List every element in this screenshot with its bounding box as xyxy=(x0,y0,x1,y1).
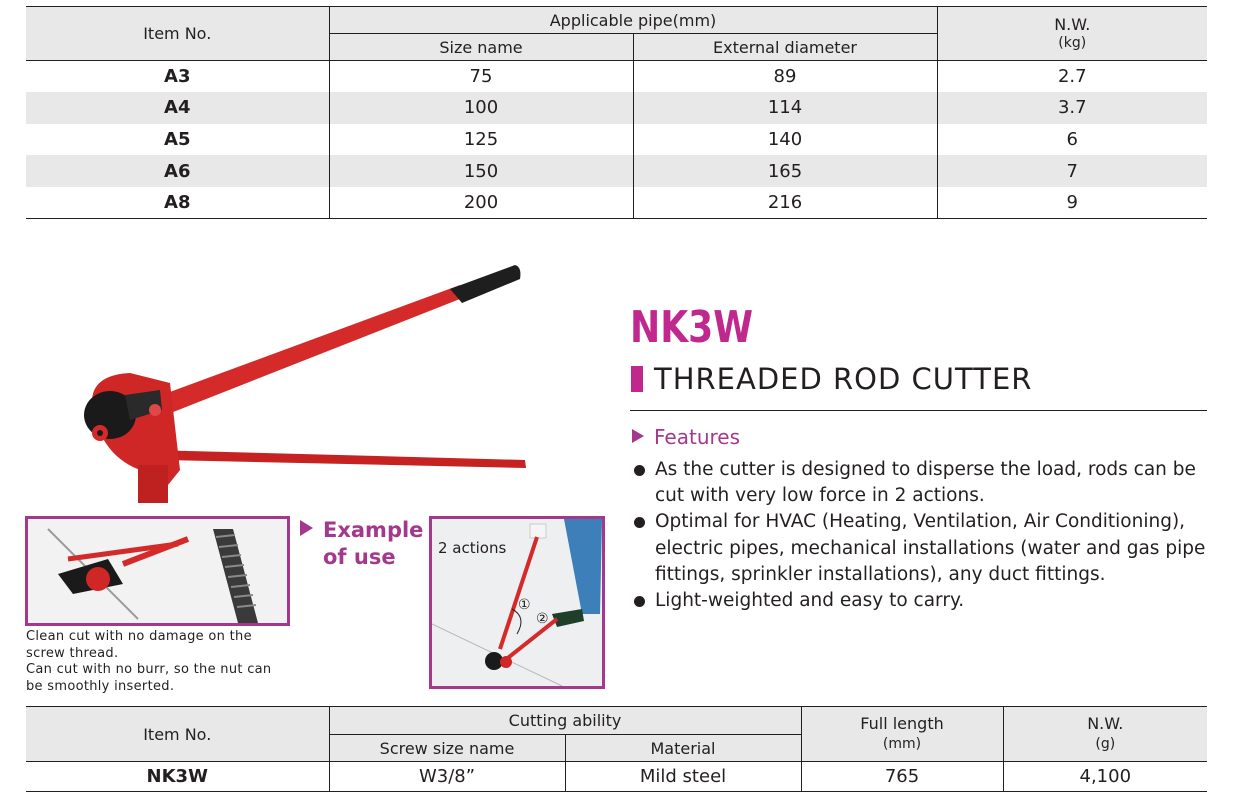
features-heading xyxy=(632,425,740,449)
feature-text: Light-weighted and easy to carry. xyxy=(655,590,965,612)
example-label-line2: of use xyxy=(323,545,396,569)
clean-cut-illustration xyxy=(28,519,287,623)
bullet-dot-icon xyxy=(634,465,645,476)
header-nw-unit: (kg) xyxy=(1058,34,1087,51)
header-cutting-ability: Cutting ability xyxy=(329,707,801,735)
header-screw-size-name: Screw size name xyxy=(329,735,565,762)
table-row xyxy=(26,155,1207,187)
weight-cell: 4,100 xyxy=(1003,762,1207,792)
item-cell: A3 xyxy=(164,66,191,88)
feature-item xyxy=(632,509,1212,588)
feature-item xyxy=(632,457,1212,509)
weight-cell: 2.7 xyxy=(937,61,1207,93)
header-applicable-pipe: Applicable pipe(mm) xyxy=(329,7,937,34)
step-1-marker: ① xyxy=(518,597,531,613)
clean-cut-photo xyxy=(25,516,290,626)
screw-cell: W3/8” xyxy=(329,762,565,792)
header-item-no: Item No. xyxy=(26,707,329,762)
header-nw xyxy=(1003,707,1207,762)
header-nw-label: N.W. xyxy=(1087,714,1124,733)
header-size-name: Size name xyxy=(329,34,633,61)
length-cell: 765 xyxy=(801,762,1003,792)
example-label-line1: Example xyxy=(323,518,424,542)
product-subtitle: THREADED ROD CUTTER xyxy=(654,362,1033,396)
table-row xyxy=(26,92,1207,124)
model-title: NK3W xyxy=(630,302,754,353)
table-row xyxy=(26,187,1207,219)
size-cell: 100 xyxy=(329,92,633,124)
caption-line: be smoothly inserted. xyxy=(26,678,175,694)
header-nw xyxy=(937,7,1207,61)
header-external-diameter: External diameter xyxy=(633,34,937,61)
weight-cell: 6 xyxy=(937,124,1207,156)
item-cell: A5 xyxy=(164,128,191,150)
material-cell: Mild steel xyxy=(565,762,801,792)
table-row xyxy=(26,124,1207,156)
item-cell: A8 xyxy=(164,191,191,213)
bullet-dot-icon xyxy=(634,517,645,528)
item-cell: NK3W xyxy=(146,766,208,787)
rod-cutter-image xyxy=(70,255,540,505)
cutter-spec-table xyxy=(26,706,1207,792)
feature-text: Optimal for HVAC (Heating, Ventilation, Air Conditioning), electric pipes, mechanical installations (water and gas pipe fittings, sprinkler installations), any duct fittings. xyxy=(655,511,1206,585)
feature-text: As the cutter is designed to disperse the load, rods can be cut with very low force in 2 actions. xyxy=(655,459,1196,507)
clean-cut-caption xyxy=(26,629,271,695)
step-2-marker: ② xyxy=(536,611,549,627)
diameter-cell: 140 xyxy=(633,124,937,156)
triangle-bullet-icon xyxy=(632,429,644,443)
size-cell: 150 xyxy=(329,155,633,187)
size-cell: 75 xyxy=(329,61,633,93)
example-of-use-label xyxy=(300,517,423,571)
weight-cell: 9 xyxy=(937,187,1207,219)
diameter-cell: 114 xyxy=(633,92,937,124)
caption-line: Can cut with no burr, so the nut can xyxy=(26,662,272,677)
features-list xyxy=(632,457,1212,614)
header-nw-label: N.W. xyxy=(1054,14,1091,34)
table-row xyxy=(26,61,1207,93)
feature-item xyxy=(632,588,1212,614)
features-heading-label: Features xyxy=(654,425,740,449)
caption-line: screw thread. xyxy=(26,645,119,661)
triangle-bullet-icon xyxy=(300,520,313,536)
item-cell: A4 xyxy=(164,97,191,119)
table-row xyxy=(26,762,1207,792)
diameter-cell: 216 xyxy=(633,187,937,219)
pipe-spec-table xyxy=(26,6,1207,219)
title-divider xyxy=(630,410,1207,411)
caption-line: Clean cut with no damage on the xyxy=(26,629,252,644)
size-cell: 200 xyxy=(329,187,633,219)
header-material: Material xyxy=(565,735,801,762)
two-actions-label: 2 actions xyxy=(438,539,507,557)
weight-cell: 7 xyxy=(937,155,1207,187)
subtitle-accent-bar xyxy=(631,366,643,392)
bullet-dot-icon xyxy=(634,596,645,607)
diameter-cell: 165 xyxy=(633,155,937,187)
header-item-no: Item No. xyxy=(26,7,329,61)
item-cell: A6 xyxy=(164,160,191,182)
header-nw-unit: (g) xyxy=(1095,736,1116,752)
header-full-length-unit: (mm) xyxy=(882,736,922,752)
diameter-cell: 89 xyxy=(633,61,937,93)
weight-cell: 3.7 xyxy=(937,92,1207,124)
size-cell: 125 xyxy=(329,124,633,156)
header-full-length-label: Full length xyxy=(860,714,944,733)
header-full-length xyxy=(801,707,1003,762)
two-actions-photo xyxy=(429,516,605,689)
